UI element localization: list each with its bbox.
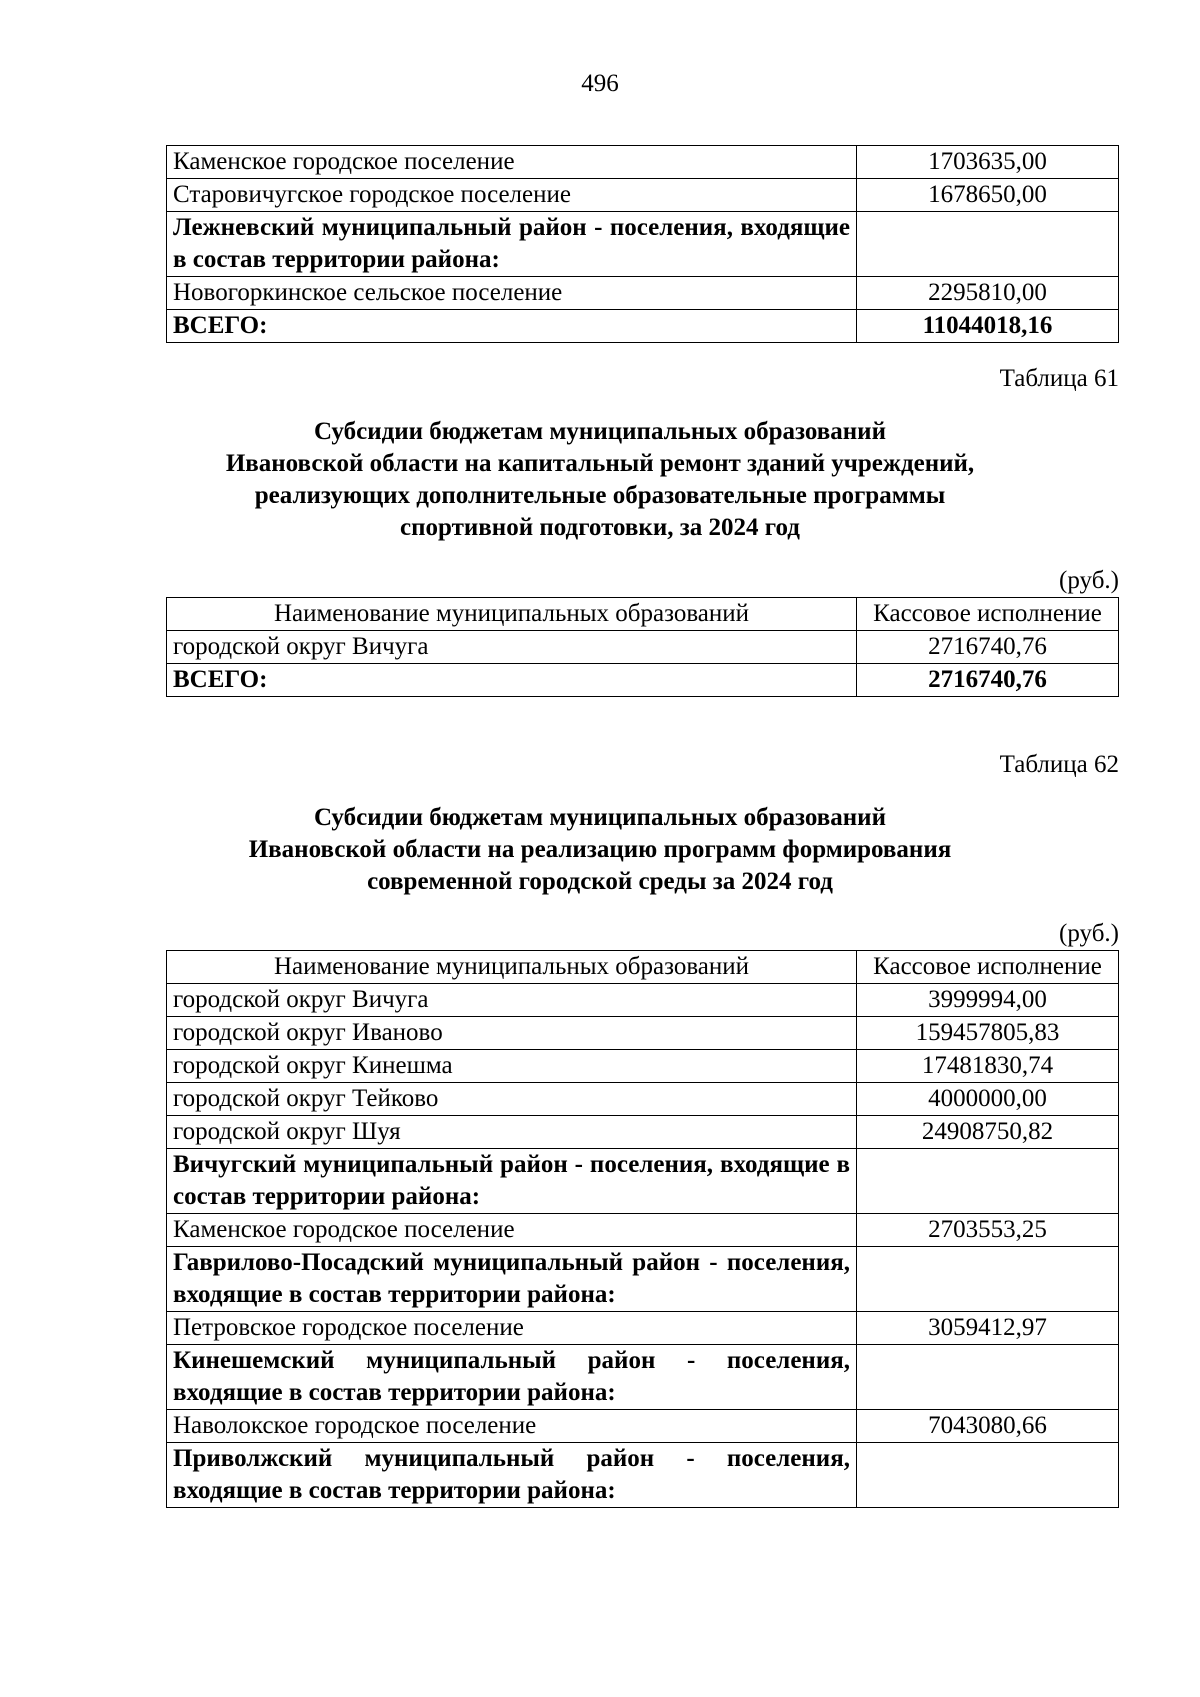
group-row — [167, 1443, 1119, 1508]
value-cell: 2295810,00 — [857, 277, 1119, 310]
name-cell: Петровское городское поселение — [167, 1312, 857, 1345]
group-row — [167, 1247, 1119, 1312]
value-cell: 159457805,83 — [857, 1017, 1119, 1050]
table-row — [167, 277, 1119, 310]
value-cell: 17481830,74 — [857, 1050, 1119, 1083]
name-cell: городской округ Шуя — [167, 1116, 857, 1149]
continued-table — [166, 145, 1119, 343]
total-row — [167, 310, 1119, 343]
value-cell: 3059412,97 — [857, 1312, 1119, 1345]
title-line: современной городской среды за 2024 год — [367, 868, 833, 895]
table-61-unit: (руб.) — [1059, 567, 1119, 594]
table-row — [167, 1410, 1119, 1443]
table-61-label: Таблица 61 — [999, 365, 1119, 392]
total-row — [167, 664, 1119, 697]
value-cell — [857, 1345, 1119, 1410]
value-cell: 4000000,00 — [857, 1083, 1119, 1116]
value-cell: 1678650,00 — [857, 179, 1119, 212]
table-row — [167, 146, 1119, 179]
name-cell: городской округ Кинешма — [167, 1050, 857, 1083]
header-value-cell: Кассовое исполнение — [857, 598, 1119, 631]
group-row — [167, 1345, 1119, 1410]
table-row — [167, 1083, 1119, 1116]
name-cell: Каменское городское поселение — [167, 146, 857, 179]
value-cell: 24908750,82 — [857, 1116, 1119, 1149]
name-cell: Каменское городское поселение — [167, 1214, 857, 1247]
table-62-title — [0, 802, 1200, 898]
value-cell: 2716740,76 — [857, 631, 1119, 664]
table-62-unit: (руб.) — [1059, 920, 1119, 947]
value-cell: 1703635,00 — [857, 146, 1119, 179]
page-number: 496 — [581, 70, 619, 97]
value-cell: 2716740,76 — [857, 664, 1119, 697]
value-cell — [857, 1149, 1119, 1214]
table-61 — [166, 597, 1119, 697]
name-cell: Старовичугское городское поселение — [167, 179, 857, 212]
title-line: Субсидии бюджетам муниципальных образований — [314, 804, 886, 831]
name-cell: ВСЕГО: — [167, 664, 857, 697]
table-62 — [166, 950, 1119, 1508]
header-row — [167, 598, 1119, 631]
table-61-title — [0, 416, 1200, 544]
header-name-cell: Наименование муниципальных образований — [167, 951, 857, 984]
table-row — [167, 631, 1119, 664]
title-line: реализующих дополнительные образовательные программы — [254, 482, 946, 509]
value-cell: 11044018,16 — [857, 310, 1119, 343]
group-row — [167, 1149, 1119, 1214]
table-row — [167, 1312, 1119, 1345]
name-cell: Гаврилово-Посадский муниципальный район - поселения, входящие в состав территории района: — [167, 1247, 857, 1312]
name-cell: Лежневский муниципальный район - поселения, входящие в состав территории района: — [167, 212, 857, 277]
name-cell: городской округ Тейково — [167, 1083, 857, 1116]
title-line: Ивановской области на реализацию программ формирования — [248, 836, 952, 863]
title-line: Субсидии бюджетам муниципальных образований — [314, 418, 886, 445]
name-cell: городской округ Вичуга — [167, 984, 857, 1017]
header-name-cell: Наименование муниципальных образований — [167, 598, 857, 631]
value-cell — [857, 212, 1119, 277]
table-row — [167, 179, 1119, 212]
name-cell: Наволокское городское поселение — [167, 1410, 857, 1443]
value-cell — [857, 1247, 1119, 1312]
name-cell: городской округ Иваново — [167, 1017, 857, 1050]
name-cell: Кинешемский муниципальный район - поселения, входящие в состав территории района: — [167, 1345, 857, 1410]
table-row — [167, 984, 1119, 1017]
name-cell: Приволжский муниципальный район - поселения, входящие в состав территории района: — [167, 1443, 857, 1508]
table-row — [167, 1017, 1119, 1050]
table-row — [167, 1050, 1119, 1083]
title-line: спортивной подготовки, за 2024 год — [400, 514, 800, 541]
name-cell: ВСЕГО: — [167, 310, 857, 343]
group-row — [167, 212, 1119, 277]
table-62-label: Таблица 62 — [999, 751, 1119, 778]
header-value-cell: Кассовое исполнение — [857, 951, 1119, 984]
table-row — [167, 1214, 1119, 1247]
value-cell: 2703553,25 — [857, 1214, 1119, 1247]
header-row — [167, 951, 1119, 984]
value-cell: 7043080,66 — [857, 1410, 1119, 1443]
title-line: Ивановской области на капитальный ремонт зданий учреждений, — [225, 450, 975, 477]
value-cell — [857, 1443, 1119, 1508]
name-cell: городской округ Вичуга — [167, 631, 857, 664]
name-cell: Новогоркинское сельское поселение — [167, 277, 857, 310]
table-row — [167, 1116, 1119, 1149]
name-cell: Вичугский муниципальный район - поселения, входящие в состав территории района: — [167, 1149, 857, 1214]
value-cell: 3999994,00 — [857, 984, 1119, 1017]
